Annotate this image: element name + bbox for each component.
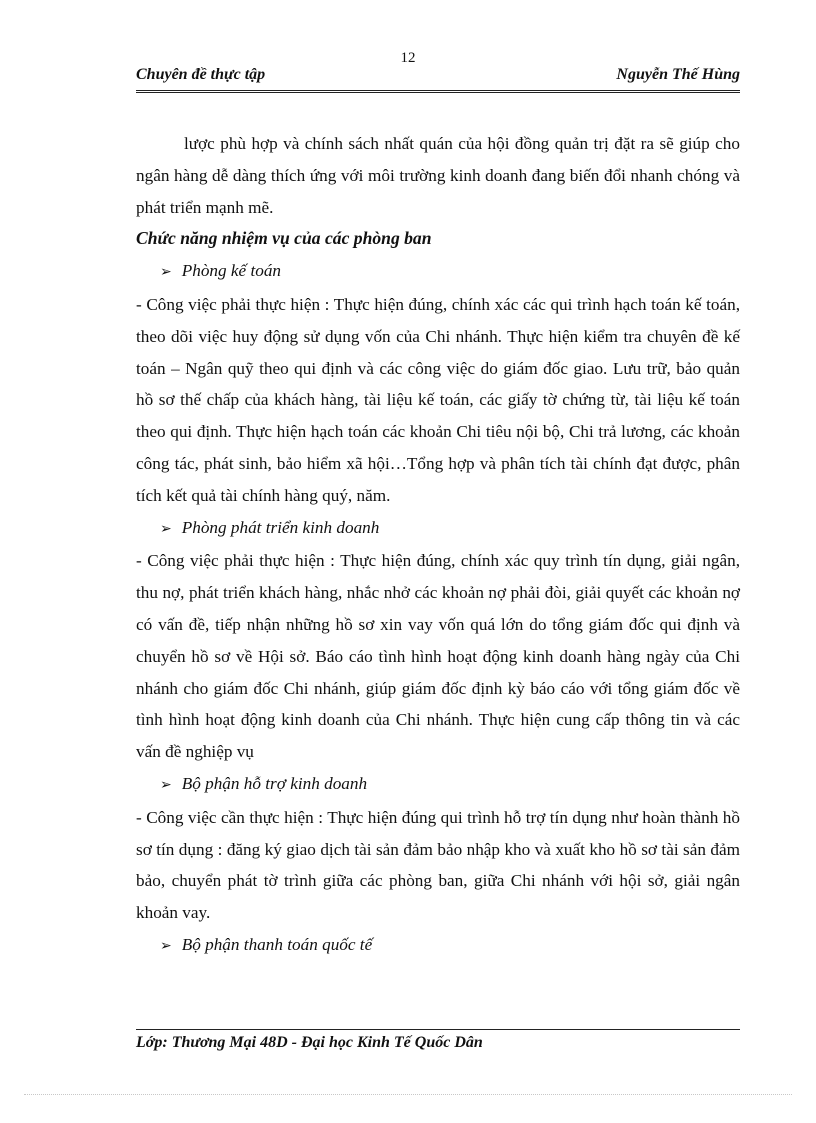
- bullet-label: Phòng kế toán: [181, 261, 282, 281]
- bullet-international-payment-unit: [136, 929, 740, 963]
- arrow-bullet-icon: ➢: [160, 777, 172, 793]
- bullet-business-support-unit: [136, 768, 740, 802]
- page-footer: Lớp: Thương Mại 48D - Đại học Kinh Tế Quốc Dân: [136, 1034, 483, 1051]
- bullet-label: Bộ phận hỗ trợ kinh doanh: [181, 773, 368, 793]
- business-dev-dept-paragraph: - Công việc phải thực hiện : Thực hiện đúng, chính xác quy trình tín dụng, giải ngân, thu nợ, phát triển khách hàng, nhắc nhở các khoản nợ phải đòi, giải quyết các khoản nợ có vấn đề, tiếp nhận những hồ sơ xin vay vốn quá lớn do tổng giám đốc qui định và chuyển hồ sơ về Hội sở. Báo cáo tình hình hoạt động kinh doanh hàng ngày của Chi nhánh cho giám đốc Chi nhánh, giúp giám đốc định kỳ báo cáo với tổng giám đốc về tình hình hoạt động kinh doanh của Chi nhánh. Thực hiện cung cấp thông tin và các vấn đề nghiệp vụ: [136, 551, 740, 762]
- section-heading: Chức năng nhiệm vụ của các phòng ban: [136, 228, 432, 249]
- bullet-label: Phòng phát triển kinh doanh: [181, 517, 380, 537]
- page-edge-divider: [24, 1094, 792, 1095]
- bullet-business-dev-dept: [136, 512, 740, 546]
- document-body: [136, 128, 740, 963]
- arrow-bullet-icon: ➢: [160, 521, 172, 537]
- bullet-label: Bộ phận thanh toán quốc tế: [181, 934, 373, 954]
- footer-divider: [136, 1029, 740, 1030]
- header-document-title: Chuyên đề thực tập: [136, 66, 266, 83]
- bullet-accounting-dept: [136, 255, 740, 289]
- page-number: 12: [400, 50, 416, 66]
- header-author: Nguyễn Thế Hùng: [616, 66, 740, 83]
- accounting-dept-paragraph: - Công việc phải thực hiện : Thực hiện đúng, chính xác các qui trình hạch toán kế toán, theo dõi việc huy động sử dụng vốn của Chi nhánh. Thực hiện kiểm tra chuyên đề kế toán – Ngân quỹ theo qui định và các công việc do giám đốc giao. Lưu trữ, bảo quản hồ sơ thế chấp của khách hàng, tài liệu kế toán, các giấy tờ chứng từ, tài liệu kế toán theo qui định. Thực hiện hạch toán các khoản Chi tiêu nội bộ, Chi trả lương, các khoản công tác, phát sinh, bảo hiểm xã hội…Tổng hợp và phân tích tài chính đạt được, phân tích kết quả tài chính hàng quý, năm.: [136, 294, 740, 505]
- page-header: [136, 66, 740, 93]
- intro-paragraph: lược phù hợp và chính sách nhất quán của hội đồng quản trị đặt ra sẽ giúp cho ngân hàng dễ dàng thích ứng với môi trường kinh doanh đang biến đổi nhanh chóng và phát triển mạnh mẽ.: [136, 134, 740, 217]
- arrow-bullet-icon: ➢: [160, 938, 172, 954]
- business-support-paragraph: - Công việc cần thực hiện : Thực hiện đúng qui trình hỗ trợ tín dụng như hoàn thành hồ sơ tín dụng : đăng ký giao dịch tài sản đảm bảo nhập kho và xuất kho hồ sơ tài sản đảm bảo, chuyển phát tờ trình giữa các phòng ban, giữa Chi nhánh với hội sở, giải ngân khoản vay.: [136, 807, 740, 923]
- arrow-bullet-icon: ➢: [160, 265, 172, 281]
